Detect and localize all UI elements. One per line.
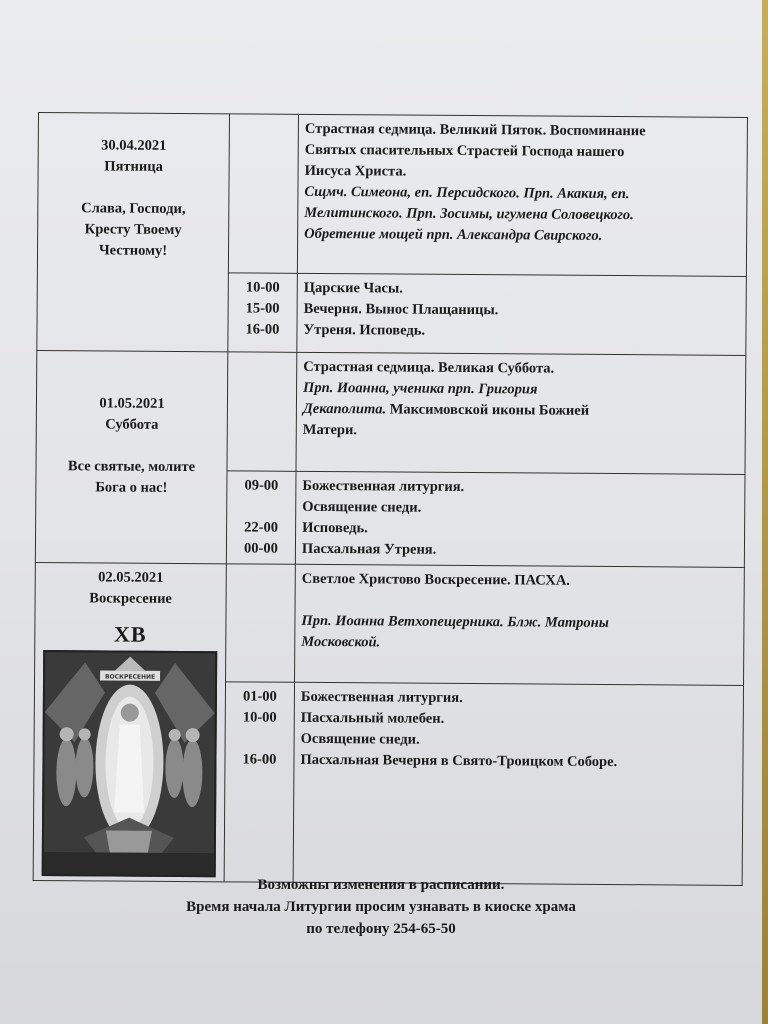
service-name: Пасхальная Утреня. (301, 540, 437, 558)
service-time: 09-00 (244, 477, 279, 494)
date-cell (33, 562, 226, 881)
feast-line: Святых спасительных Страстей Господа нашего (304, 141, 625, 161)
service-names (293, 682, 743, 885)
service-time: 16-00 (245, 321, 280, 338)
feast-line: Московской. (301, 633, 381, 651)
service-name: Пасхальная Вечерня в Свято-Троицком Соборе. (300, 751, 618, 771)
footer-note: Время начала Литургии просим узнавать в киоске храма (186, 899, 576, 915)
day-row-header (35, 562, 745, 685)
service-names (295, 471, 745, 567)
weekday-text: Пятница (104, 158, 163, 175)
service-name: Освящение снеди. (300, 730, 420, 748)
date-text: 01.05.2021 (99, 395, 165, 412)
service-name: Божественная литургия. (302, 477, 465, 495)
service-time: 01-00 (242, 688, 277, 705)
feast-line: Страстная седмица. Великая Суббота. (303, 358, 555, 377)
feast-line: Прп. Иоанна, ученика прп. Григория (303, 379, 538, 398)
service-time (233, 496, 289, 517)
date-cell (35, 350, 227, 563)
day-row-header (37, 113, 747, 277)
feast-description (295, 564, 745, 685)
service-time: 00-00 (243, 540, 278, 557)
service-name: Исповедь. (302, 519, 368, 537)
prayer-line: Честному! (98, 242, 168, 259)
service-times (228, 273, 298, 352)
feast-line: Страстная седмица. Великий Пяток. Воспоминание (304, 120, 646, 140)
service-name: Пасхальный молебен. (300, 709, 445, 727)
resurrection-icon (42, 650, 218, 877)
time-cell-empty (228, 114, 298, 273)
footer-note: Возможны изменения в расписании. (257, 877, 505, 893)
service-times (226, 471, 296, 564)
xb-badge: ХВ (113, 621, 147, 647)
service-time: 22-00 (244, 519, 279, 536)
feast-description (296, 352, 746, 474)
date-text: 02.05.2021 (98, 569, 164, 586)
service-schedule-table (33, 112, 748, 886)
weekday-text: Воскресение (89, 590, 172, 607)
prayer-line: Бога о нас! (95, 479, 168, 496)
icon-caption: ВОСКРЕСЕНИЕ (104, 673, 156, 681)
service-name: Вечерня. Вынос Плащаницы. (303, 300, 499, 319)
feast-line: Светлое Христово Воскресение. ПАСХА. (301, 570, 571, 589)
feast-line-empty (302, 590, 738, 614)
footer-phone: по телефону 254-65-50 (306, 921, 456, 937)
service-time: 10-00 (245, 279, 280, 296)
service-name: Божественная литургия. (300, 688, 463, 706)
service-time: 16-00 (242, 751, 277, 768)
feast-line: Обретение мощей прп. Александра Свирского. (304, 225, 603, 244)
service-name: Царские Часы. (303, 279, 403, 297)
service-times (224, 682, 294, 883)
date-cell (37, 113, 230, 352)
feast-description (297, 114, 747, 276)
date-text: 30.04.2021 (101, 137, 167, 154)
time-cell-empty (226, 564, 296, 682)
feast-line-italic: Декаполита. (302, 400, 387, 418)
service-time (232, 728, 288, 749)
service-time: 15-00 (245, 300, 280, 317)
time-cell-empty (227, 352, 297, 471)
feast-line: Иисуса Христа. (304, 162, 407, 180)
feast-line-rest: Максимовской иконы Божией (386, 401, 590, 419)
service-name: Освящение снеди. (302, 498, 422, 516)
prayer-line: Слава, Господи, (81, 200, 186, 218)
service-time: 10-00 (242, 709, 277, 726)
service-names (297, 273, 747, 355)
feast-line: Матери. (302, 421, 358, 439)
service-name: Утреня. Исповедь. (303, 321, 426, 339)
feast-line: Прп. Иоанна Ветхопещерника. Блж. Матроны (301, 612, 609, 631)
prayer-line: Кресту Твоему (84, 221, 182, 239)
feast-line: Сщмч. Симеона, еп. Персидского. Прп. Акакия, еп. (304, 183, 630, 203)
prayer-line: Все святые, молите (67, 458, 196, 476)
weekday-text: Суббота (105, 416, 159, 433)
day-row-header (36, 350, 746, 474)
feast-line: Мелитинского. Прп. Зосимы, игумена Соловецкого. (304, 204, 634, 224)
